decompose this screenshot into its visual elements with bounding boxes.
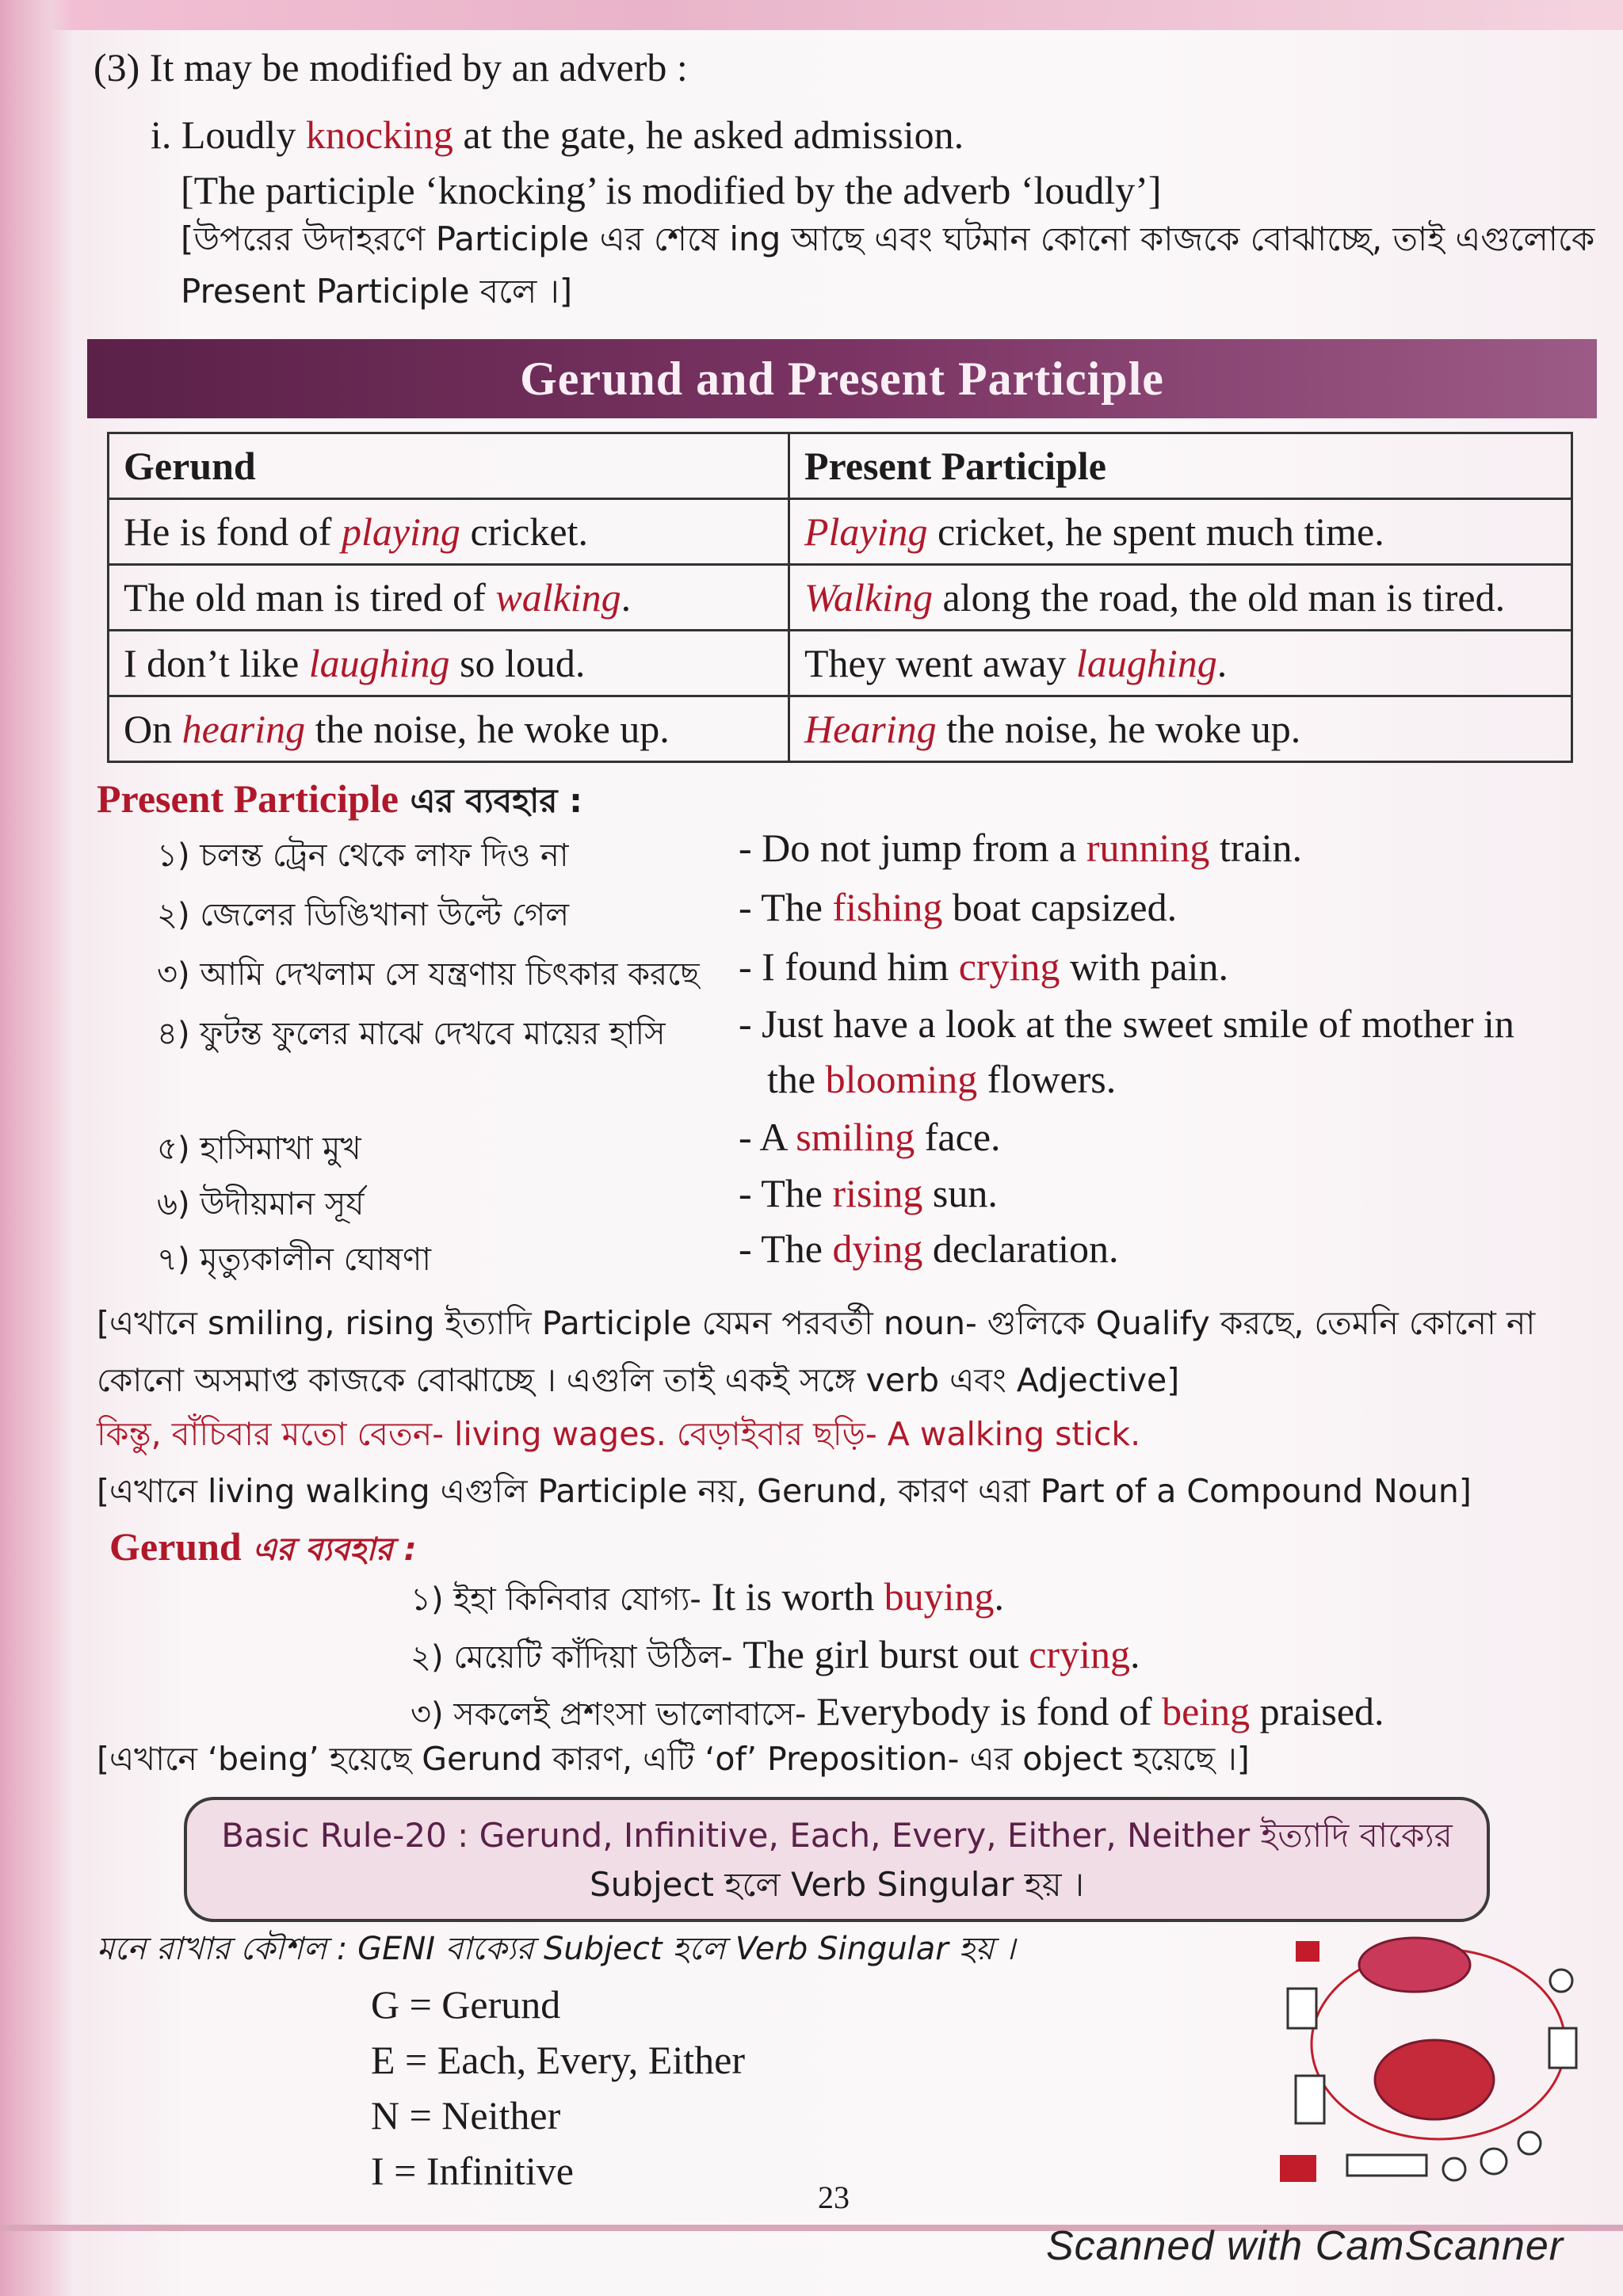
- cell-text: .: [621, 575, 632, 620]
- example-prefix: i. Loudly: [151, 113, 306, 157]
- gerund-item-highlight: being: [1162, 1689, 1251, 1733]
- pp-item-en: [739, 1113, 1001, 1161]
- cell-text: along the road, the old man is tired.: [933, 575, 1506, 620]
- point-3-heading: (3) It may be modified by an adverb :: [94, 45, 688, 90]
- gerund-usage-title: [109, 1523, 417, 1573]
- pp-item-bn: ২) জেলের ডিঙিখানা উল্টে গেল: [157, 897, 570, 933]
- cell-highlight: walking: [495, 575, 621, 620]
- table-row: [109, 631, 1572, 696]
- gerund-item-text: .: [1130, 1632, 1140, 1676]
- gerund-cell: [109, 565, 789, 631]
- pp-item-en-continued: [767, 1055, 1116, 1103]
- cell-highlight: Playing: [804, 509, 928, 554]
- cell-text: cricket, he spent much time.: [927, 509, 1384, 554]
- header-present-participle: Present Participle: [789, 433, 1572, 499]
- pp-item-text: flowers.: [977, 1057, 1117, 1101]
- gerund-item-text: The girl burst out: [743, 1632, 1029, 1676]
- cloud-icon: [1359, 1938, 1470, 1992]
- device-icon: [1481, 2149, 1507, 2174]
- cell-highlight: hearing: [181, 707, 306, 751]
- pp-item-highlight: dying: [832, 1226, 923, 1271]
- pp-item-highlight: fishing: [832, 885, 943, 929]
- gerund-item-text: Everybody is fond of: [816, 1689, 1163, 1733]
- section-banner: [87, 339, 1597, 418]
- gerund-note: [এখানে ‘being’ হয়েছে Gerund কারণ, এটি ‘of’ Preposition- এর object হয়েছে ।]: [97, 1740, 1250, 1778]
- participle-cell: [789, 696, 1572, 762]
- participle-cell: [789, 631, 1572, 696]
- basic-rule-line-2: Subject হলে Verb Singular হয় ।: [590, 1865, 1084, 1904]
- pp-usage-title-en: Present Participle: [97, 776, 399, 821]
- cell-highlight: laughing: [1075, 641, 1217, 685]
- gerund-usage-title-en: Gerund: [109, 1524, 242, 1569]
- device-icon: [1518, 2132, 1541, 2154]
- participle-cell: [789, 565, 1572, 631]
- gerund-item: [411, 1573, 1004, 1623]
- pp-item-en: [739, 1225, 1119, 1272]
- section-title: Gerund and Present Participle: [520, 352, 1164, 405]
- mnemonic-item: N = Neither: [371, 2093, 561, 2138]
- pp-item-text: - Just have a look at the sweet smile of mother in: [739, 1001, 1514, 1046]
- left-edge: [0, 0, 73, 2296]
- gerund-item-bn: ১) ইহা কিনিবার যোগ্য-: [411, 1581, 712, 1618]
- table-header-row: [109, 433, 1572, 499]
- pp-item-text: - The: [739, 885, 833, 929]
- computer-icon: [1549, 2028, 1576, 2068]
- bengali-note-line-2: Present Participle বলে ।]: [181, 272, 573, 311]
- table-row: [109, 696, 1572, 762]
- cell-text: the noise, he woke up.: [936, 707, 1301, 751]
- mnemonic-item: I = Infinitive: [371, 2149, 574, 2193]
- basic-rule-line-1: Basic Rule-20 : Gerund, Infinitive, Each, Every, Either, Neither ইত্যাদি বাক্যের: [221, 1816, 1453, 1855]
- computer-icon: [1296, 2076, 1324, 2123]
- pp-item-text: - I found him: [739, 944, 959, 989]
- gerund-item-highlight: crying: [1029, 1632, 1131, 1676]
- pp-item-bn: ৭) মৃত্যুকালীন ঘোষণা: [157, 1241, 431, 1278]
- cell-text: They went away: [804, 641, 1076, 685]
- gerund-item-bn: ২) মেয়েটি কাঁদিয়া উঠিল-: [411, 1639, 743, 1676]
- gerund-item-highlight: buying: [884, 1574, 995, 1619]
- pp-note-line-3: কিন্তু, বাঁচিবার মতো বেতন- living wages. বেড়াইবার ছড়ি- A walking stick.: [97, 1415, 1141, 1453]
- gerund-cell: [109, 499, 789, 565]
- basic-rule-box: [184, 1797, 1490, 1922]
- top-edge: [0, 0, 1623, 30]
- mnemonic-item: E = Each, Every, Either: [371, 2038, 745, 2082]
- pp-item-highlight: smiling: [796, 1115, 915, 1159]
- mnemonic-item: G = Gerund: [371, 1982, 561, 2027]
- pp-item-text: - A: [739, 1115, 796, 1159]
- pp-item-text: with pain.: [1060, 944, 1228, 989]
- pp-item-bn: ৩) আমি দেখলাম সে যন্ত্রণায় চিৎকার করছে: [157, 956, 700, 993]
- cloud-icon: [1375, 2040, 1494, 2119]
- device-icon: [1443, 2158, 1465, 2180]
- pp-item-highlight: crying: [958, 944, 1060, 989]
- pp-note-line-4: [এখানে living walking এগুলি Participle নয়, Gerund, কারণ এরা Part of a Compound Noun]: [97, 1472, 1472, 1510]
- pp-item-text: - Do not jump from a: [739, 826, 1086, 870]
- pp-item-text: - The: [739, 1171, 833, 1215]
- pp-item-en: [739, 1000, 1514, 1047]
- pp-item-highlight: rising: [832, 1171, 923, 1215]
- cell-highlight: Hearing: [804, 707, 937, 751]
- cell-highlight: laughing: [308, 641, 450, 685]
- table-row: [109, 565, 1572, 631]
- example-sentence: [151, 111, 964, 158]
- cell-text: the noise, he woke up.: [305, 707, 670, 751]
- mnemonic-title: মনে রাখার কৌশল : GENI বাক্যের Subject হলে Verb Singular হয় ।: [97, 1931, 1016, 1967]
- pp-item-highlight: blooming: [825, 1057, 978, 1101]
- pp-item-en: [739, 943, 1228, 990]
- pp-note-line-1: [এখানে smiling, rising ইত্যাদি Participle যেমন পরবর্তী noun- গুলিকে Qualify করছে, তেমনি কোনো না: [97, 1304, 1536, 1342]
- gerund-participle-table: [107, 432, 1573, 763]
- server-icon: [1296, 1941, 1319, 1962]
- cell-text: .: [1216, 641, 1228, 685]
- server-icon: [1280, 2155, 1316, 2182]
- table-row: [109, 499, 1572, 565]
- gerund-cell: [109, 696, 789, 762]
- cell-highlight: playing: [341, 509, 460, 554]
- router-icon: [1347, 2155, 1426, 2176]
- pp-item-en: [739, 1169, 998, 1217]
- cell-text: The old man is tired of: [124, 575, 496, 620]
- gerund-cell: [109, 631, 789, 696]
- page-number: 23: [818, 2180, 850, 2215]
- gerund-item-text: .: [994, 1574, 1005, 1619]
- pp-note-line-2: কোনো অসমাপ্ত কাজকে বোঝাচ্ছে । এগুলি তাই একই সঙ্গে verb এবং Adjective]: [97, 1361, 1180, 1399]
- cell-text: He is fond of: [124, 509, 342, 554]
- pp-item-highlight: running: [1086, 826, 1210, 870]
- pp-item-text: sun.: [922, 1171, 998, 1215]
- gerund-item: [411, 1688, 1384, 1738]
- pp-item-text: declaration.: [922, 1226, 1119, 1271]
- pp-usage-title: [97, 775, 582, 825]
- pp-item-bn: ৬) উদীয়মান সূর্য: [157, 1186, 365, 1222]
- pp-usage-title-bn: এর ব্যবহার :: [398, 781, 582, 820]
- pp-item-bn: ৪) ফুটন্ত ফুলের মাঝে দেখবে মায়ের হাসি: [157, 1016, 666, 1052]
- example-explanation: [The participle ‘knocking’ is modified by the adverb ‘loudly’]: [181, 168, 1162, 212]
- pp-item-text: boat capsized.: [942, 885, 1178, 929]
- example-rest: at the gate, he asked admission.: [453, 113, 964, 157]
- pp-item-text: train.: [1209, 826, 1303, 870]
- header-gerund: Gerund: [109, 433, 789, 499]
- pp-item-text: - The: [739, 1226, 833, 1271]
- pp-item-bn: ১) চলন্ত ট্রেন থেকে লাফ দিও না: [157, 837, 569, 874]
- basic-rule-text: [187, 1811, 1487, 1909]
- gerund-item-text: It is worth: [711, 1574, 884, 1619]
- cell-text: I don’t like: [124, 641, 309, 685]
- device-icon: [1550, 1970, 1572, 1992]
- cell-text: so loud.: [449, 641, 586, 685]
- example-highlight: knocking: [305, 113, 453, 157]
- computer-icon: [1288, 1989, 1316, 2028]
- gerund-item-bn: ৩) সকলেই প্রশংসা ভালোবাসে-: [411, 1696, 817, 1733]
- pp-item-en: [739, 824, 1302, 871]
- network-diagram-illustration: [1256, 1917, 1589, 2195]
- cell-highlight: Walking: [804, 575, 934, 620]
- participle-cell: [789, 499, 1572, 565]
- cell-text: cricket.: [460, 509, 588, 554]
- cell-text: On: [124, 707, 182, 751]
- gerund-usage-title-bn: এর ব্যবহার :: [241, 1531, 417, 1568]
- bengali-note-line-1: [উপরের উদাহরণে Participle এর শেষে ing আছে এবং ঘটমান কোনো কাজকে বোঝাচ্ছে, তাই এগুলোকে: [181, 219, 1595, 258]
- pp-item-bn: ৫) হাসিমাখা মুখ: [157, 1131, 361, 1167]
- pp-item-text: the: [767, 1057, 826, 1101]
- pp-item-en: [739, 883, 1177, 931]
- gerund-item-text: praised.: [1250, 1689, 1384, 1733]
- scanner-watermark: Scanned with CamScanner: [1046, 2223, 1564, 2269]
- pp-item-text: face.: [915, 1115, 1001, 1159]
- gerund-item: [411, 1630, 1140, 1681]
